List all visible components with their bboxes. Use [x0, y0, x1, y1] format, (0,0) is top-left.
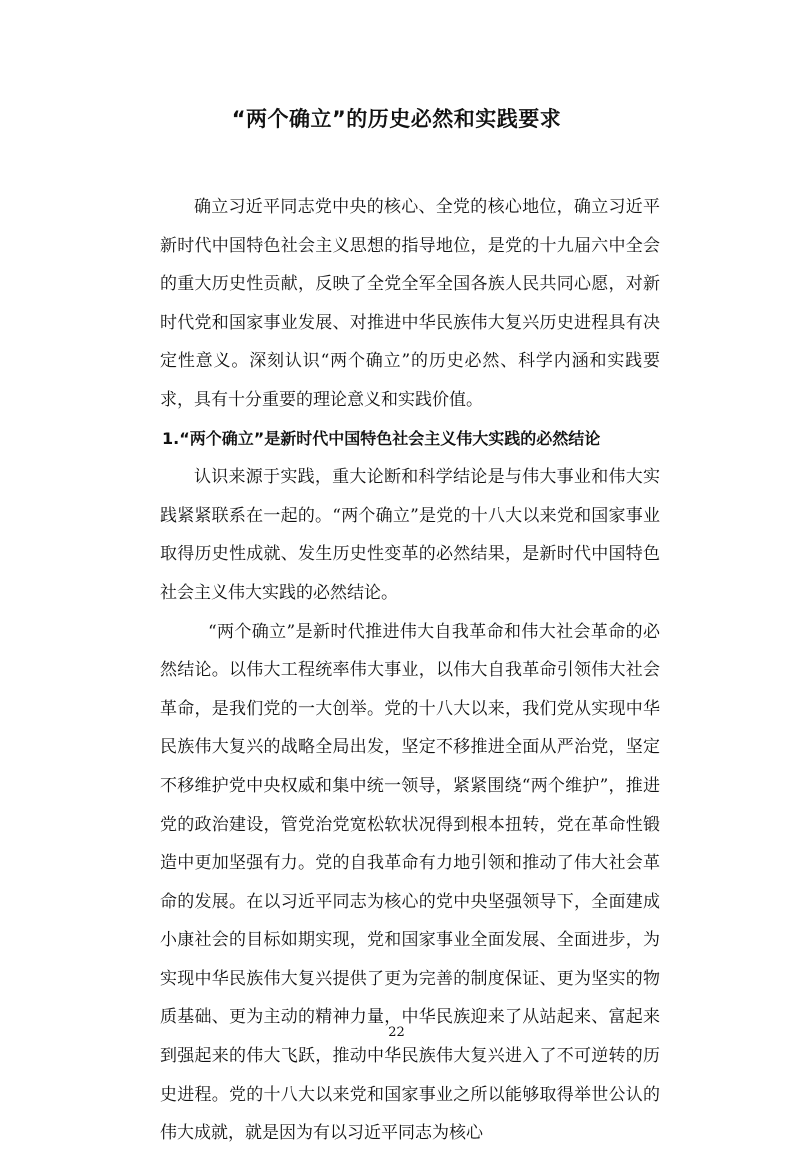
document-title: “两个确立”的历史必然和实践要求	[231, 107, 562, 131]
section-heading: 1.“两个确立”是新时代中国特色社会主义伟大实践的必然结论	[162, 428, 601, 448]
page-number: 22	[388, 1025, 405, 1040]
intro-paragraph: 确立习近平同志党中央的核心、全党的核心地位，确立习近平新时代中国特色社会主义思想的指导地位，是党的十九届六中全会的重大历史性贡献，反映了全党全军全国各族人民共同心愿，对新时代党和国家事业发展、对推进中华民族伟大复兴历史进程具有决定性意义。深刻认识“两个确立”的历史必然、科学内涵和实践要求，具有十分重要的理论意义和实践价值。	[160, 197, 660, 410]
body-paragraph: 认识来源于实践，重大论断和科学结论是与伟大事业和伟大实践紧紧联系在一起的。“两个确立”是党的十八大以来党和国家事业取得历史性成就、发生历史性变革的必然结果，是新时代中国特色社会主义伟大实践的必然结论。	[160, 467, 660, 603]
document-body	[160, 188, 660, 1153]
body-paragraph: “两个确立”是新时代推进伟大自我革命和伟大社会革命的必然结论。以伟大工程统率伟大事业，以伟大自我革命引领伟大社会革命，是我们党的一大创举。党的十八大以来，我们党从实现中华民族伟大复兴的战略全局出发，坚定不移推进全面从严治党，坚定不移维护党中央权威和集中统一领导，紧紧围绕“两个维护”，推进党的政治建设，管党治党宽松软状况得到根本扭转，党在革命性锻造中更加坚强有力。党的自我革命有力地引领和推动了伟大社会革命的发展。在以习近平同志为核心的党中央坚强领导下，全面建成小康社会的目标如期实现，党和国家事业全面发展、全面进步，为实现中华民族伟大复兴提供了更为完善的制度保证、更为坚实的物质基础、更为主动的精神力量，中华民族迎来了从站起来、富起来到强起来的伟大飞跃，推动中华民族伟大复兴进入了不可逆转的历史进程。党的十八大以来党和国家事业之所以能够取得举世公认的伟大成就，就是因为有以习近平同志为核心	[160, 621, 660, 1144]
